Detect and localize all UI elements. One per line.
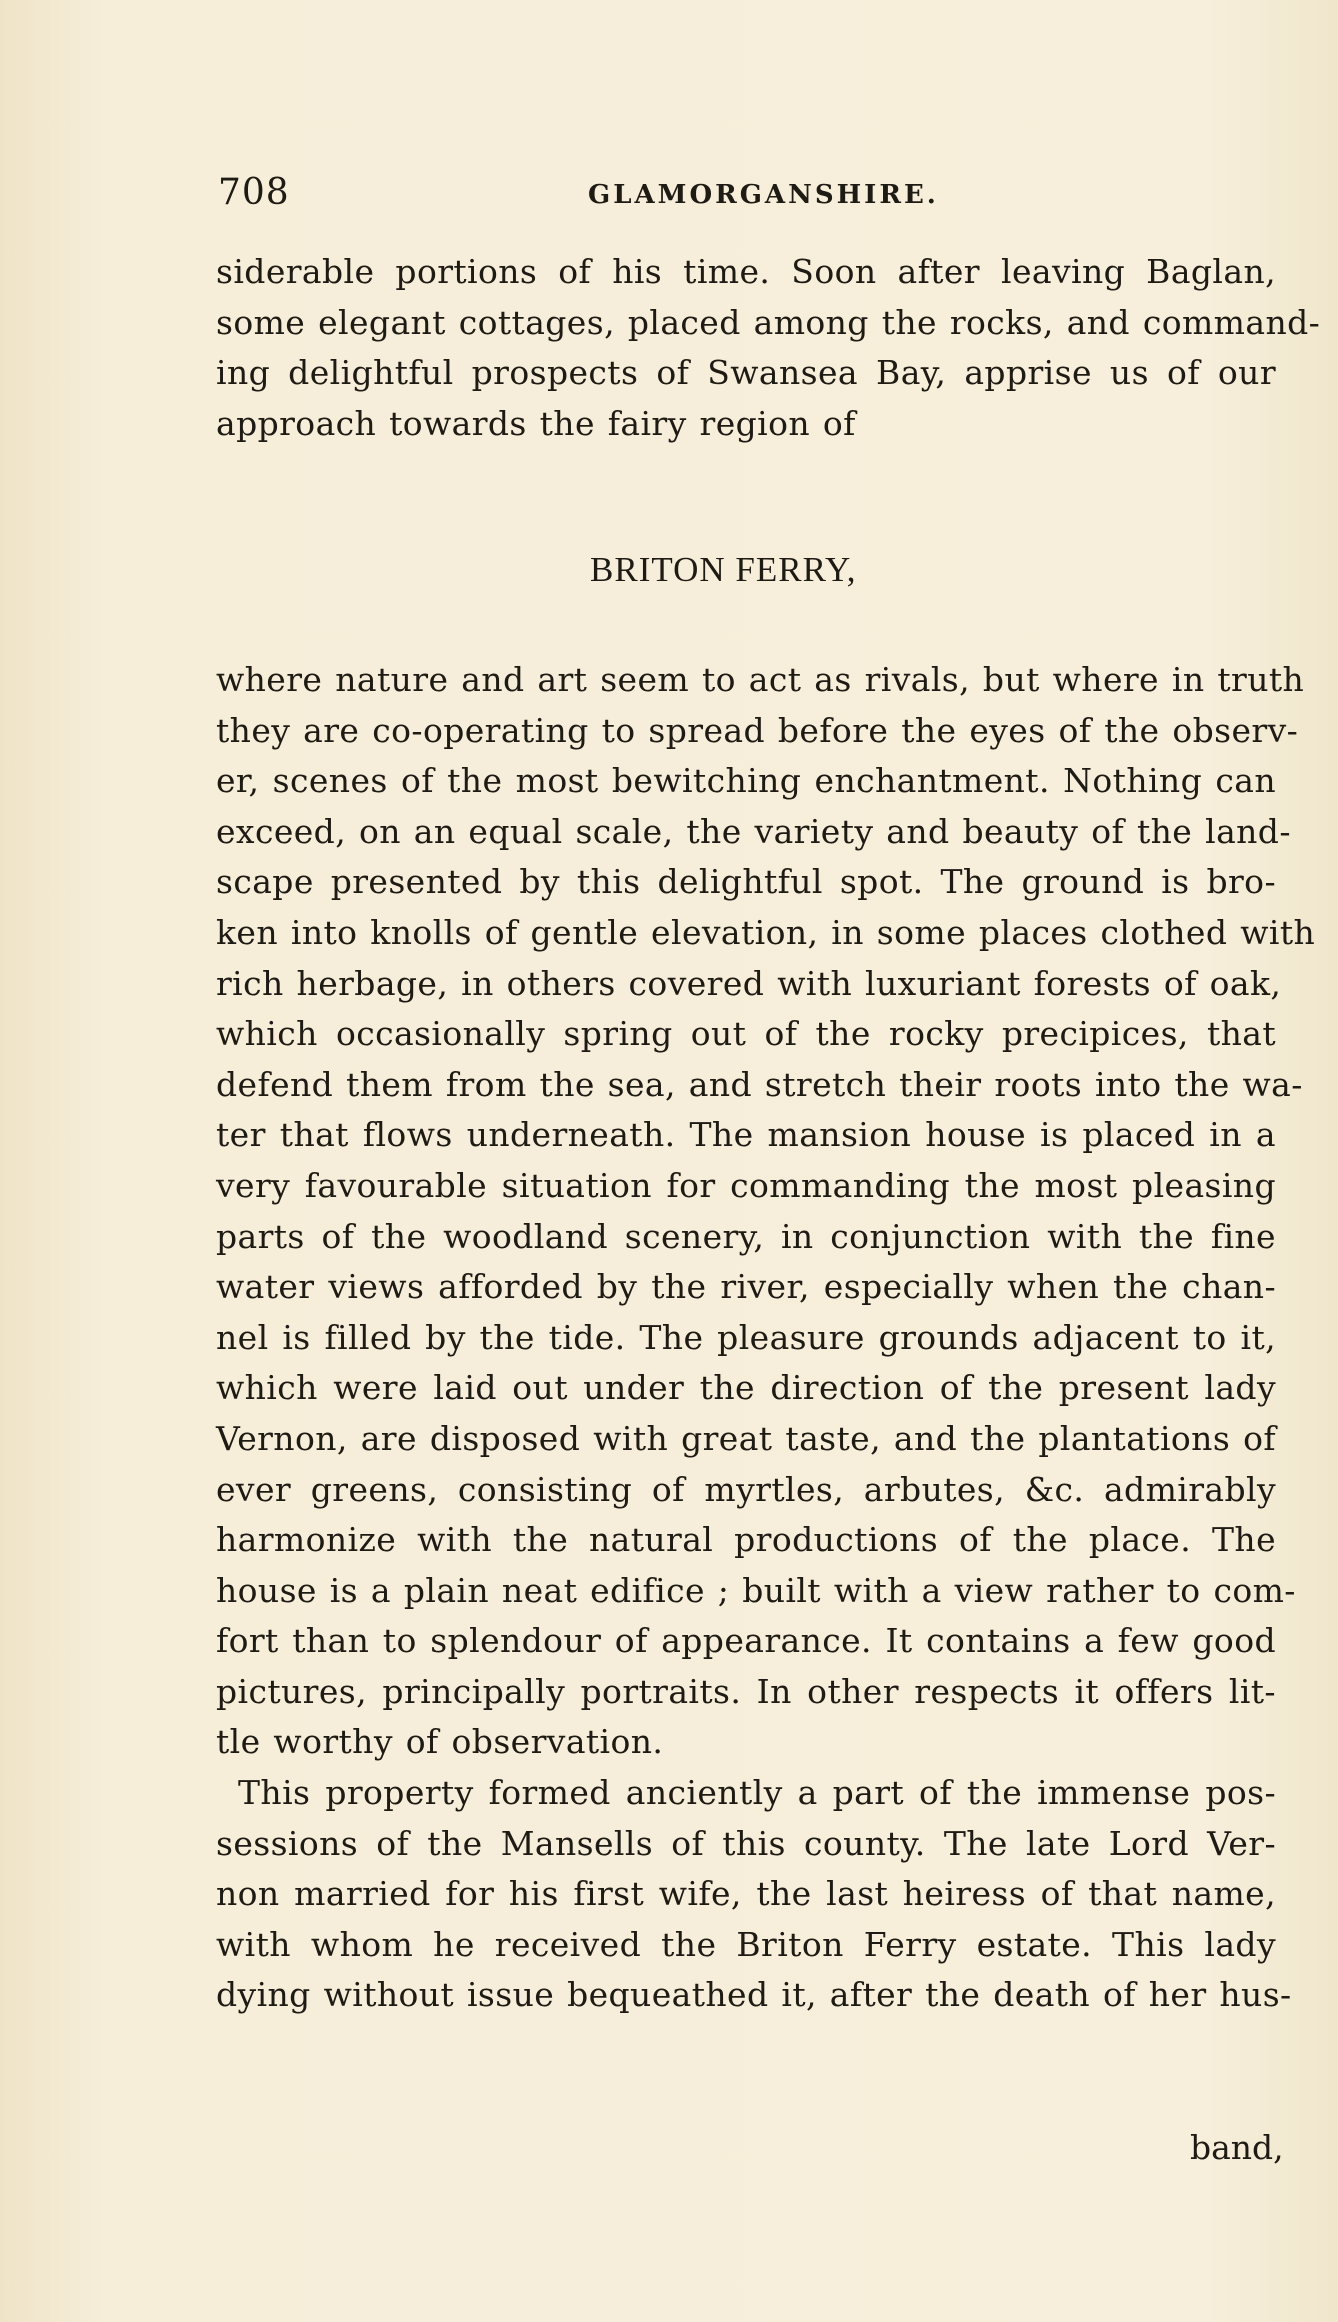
text-line: ter that flows underneath. The mansion house is placed in a xyxy=(216,1115,1276,1155)
running-head xyxy=(218,172,1278,222)
text-line: scape presented by this delightful spot. The ground is bro- xyxy=(216,862,1276,902)
text-line: pictures, principally portraits. In other respects it offers lit- xyxy=(216,1671,1276,1711)
text-line: fort than to splendour of appearance. It contains a few good xyxy=(216,1621,1276,1661)
text-line: where nature and art seem to act as rivals, but where in truth xyxy=(216,660,1305,699)
text-line: some elegant cottages, placed among the rocks, and command- xyxy=(216,302,1321,342)
text-line: very favourable situation for commanding the most pleasing xyxy=(216,1165,1276,1205)
text-line: non married for his first wife, the last heiress of that name, xyxy=(216,1874,1276,1914)
paragraph-2 xyxy=(216,655,1316,2021)
text-line: nel is filled by the tide. The pleasure grounds adjacent to it, xyxy=(216,1317,1276,1357)
text-line: approach towards the fairy region of xyxy=(216,403,856,443)
text-line: which were laid out under the direction of the present lady xyxy=(216,1368,1276,1408)
section-heading: BRITON FERRY, xyxy=(590,550,857,589)
text-line: siderable portions of his time. Soon after leaving Baglan, xyxy=(216,252,1276,291)
running-title: GLAMORGANSHIRE. xyxy=(588,180,939,210)
text-line: ing delightful prospects of Swansea Bay, apprise us of our xyxy=(216,353,1276,393)
text-line: This property formed anciently a part of the immense pos- xyxy=(238,1773,1276,1813)
text-line: ever greens, consisting of myrtles, arbutes, &c. admirably xyxy=(216,1469,1276,1509)
text-line: water views afforded by the river, especially when the chan- xyxy=(216,1267,1276,1307)
text-line: which occasionally spring out of the rocky precipices, that xyxy=(216,1014,1276,1054)
text-line: dying without issue bequeathed it, after the death of her hus- xyxy=(216,1975,1292,2015)
text-line: ken into knolls of gentle elevation, in some places clothed with xyxy=(216,912,1316,952)
text-line: rich herbage, in others covered with luxuriant forests of oak, xyxy=(216,963,1282,1003)
text-line: harmonize with the natural productions of the place. The xyxy=(216,1520,1276,1560)
text-line: exceed, on an equal scale, the variety and beauty of the land- xyxy=(216,811,1291,851)
text-line: house is a plain neat edifice ; built with a view rather to com- xyxy=(216,1570,1296,1610)
text-line: with whom he received the Briton Ferry estate. This lady xyxy=(216,1924,1276,1964)
text-line: tle worthy of observation. xyxy=(216,1722,664,1762)
page-number: 708 xyxy=(218,172,290,213)
catchword: band, xyxy=(1190,2128,1284,2167)
text-line: they are co-operating to spread before the eyes of the observ- xyxy=(216,710,1299,750)
text-line: sessions of the Mansells of this county. The late Lord Ver- xyxy=(216,1823,1276,1863)
paragraph-1 xyxy=(216,247,1321,449)
text-line: parts of the woodland scenery, in conjunction with the fine xyxy=(216,1216,1276,1256)
text-line: Vernon, are disposed with great taste, and the plantations of xyxy=(216,1418,1276,1458)
text-line: defend them from the sea, and stretch their roots into the wa- xyxy=(216,1064,1303,1104)
text-line: er, scenes of the most bewitching enchantment. Nothing can xyxy=(216,761,1276,801)
